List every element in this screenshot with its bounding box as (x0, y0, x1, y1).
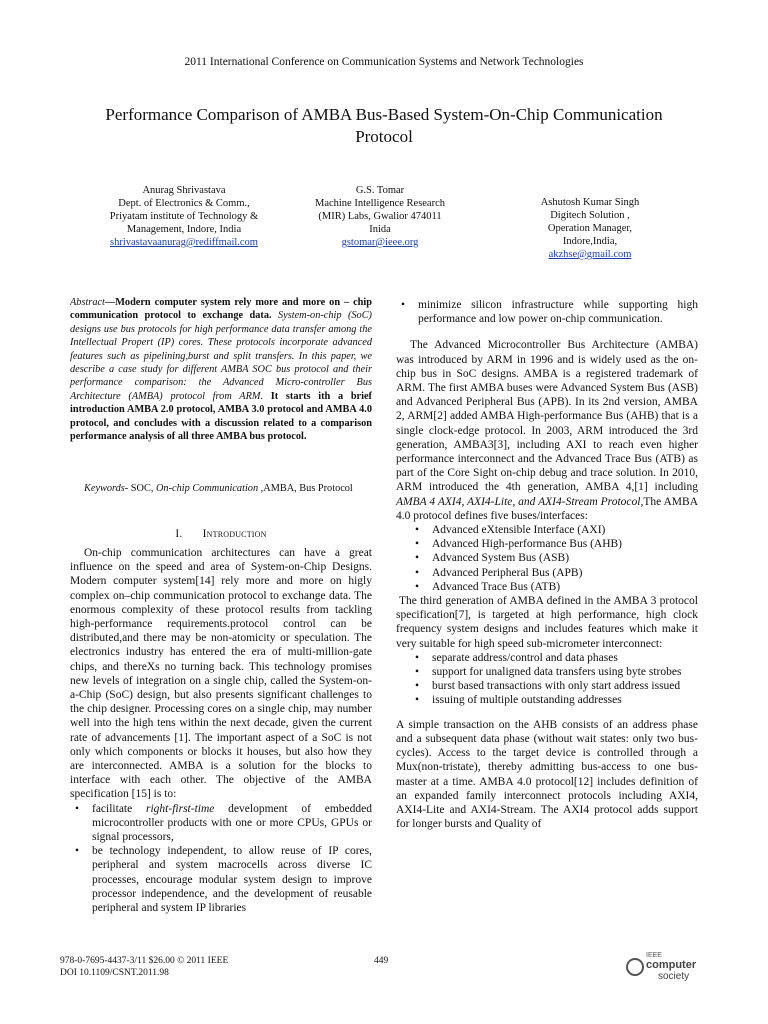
globe-icon (626, 958, 644, 976)
author-2-affil: Inida (369, 224, 391, 235)
author-3-affil: Indore,India, (562, 236, 618, 247)
author-2-affil: (MIR) Labs, Gwalior 474011 (318, 211, 442, 222)
author-3-email[interactable]: akzhse@gmail.com (548, 249, 632, 260)
abstract-label: Abstract (70, 297, 105, 308)
footer-doi: DOI 10.1109/CSNT.2011.98 (60, 968, 169, 978)
section-title: Introduction (202, 528, 267, 540)
list-item: • Advanced High-performance Bus (AHB) (410, 537, 698, 551)
list-item: • support for unaligned data transfers using byte strobes (410, 665, 698, 679)
abstract-dash: — (104, 297, 116, 308)
footer-left (60, 955, 228, 979)
keywords-rest: ,AMBA, Bus Protocol (258, 483, 353, 494)
author-1-affil: Priyatam institute of Technology & (109, 211, 259, 222)
author-2-affil: Machine Intelligence Research (314, 198, 446, 209)
list-item: • Advanced Peripheral Bus (APB) (410, 566, 698, 580)
author-3 (500, 196, 680, 261)
page-number: 449 (374, 956, 389, 966)
ahb-paragraph: A simple transaction on the AHB consists of an address phase and a subsequent data phase (without wait states: only two bus-cycles). Access to the target device is controlled through a Mux(non-tristate), thereby admitting bus-access to one bus-master at a time. AMBA 4.0 protocol[12] includes definition of an expanded family interconnect protocols including AXI4, AXI4-Lite and AXI4-Stream. The AXI4 protocol adds support for longer bursts and Quality of (396, 718, 698, 831)
conference-header: 2011 International Conference on Communication Systems and Network Technologies (184, 56, 584, 68)
list-item: • minimize silicon infrastructure while supporting high performance and low power on-chip communication. (396, 298, 698, 326)
amba-paragraph: The Advanced Microcontroller Bus Architecture (AMBA) was introduced by ARM in 1996 and is widely used as the on-chip bus in SoC designs. AMBA is a registered trademark of ARM. The first AMBA buses were Advanced System Bus (ASB) and Advanced Peripheral Bus (APB). In its 2nd version, AMBA 2, ARM[2] added AMBA High-performance Bus (AHB) that is a single clock-edge protocol. In 2003, ARM introduced the 3rd generation, AMBA3[3], including AXI to reach even higher performance interconnect and the Advanced Trace Bus (ATB) as part of the Core Sight on-chip debug and trace solution. In 2010, ARM introduced the 4th generation, AMBA 4,[1] including AMBA 4 AXI4, AXI4-Lite, and AXI4-Stream Protocol,The AMBA 4.0 protocol defines five buses/interfaces: (396, 339, 699, 522)
author-3-affil: Operation Manager, (547, 223, 633, 234)
keywords-label: Keywords- (84, 483, 129, 494)
author-1-email[interactable]: shrivastavaanurag@rediffmail.com (110, 237, 258, 248)
paper-title (60, 104, 708, 148)
list-item: • Advanced Trace Bus (ATB) (410, 580, 698, 594)
author-1-affil: Management, Indore, India (126, 224, 242, 235)
intro-paragraph: On-chip communication architectures can have a great influence on the speed and area of System-on-Chip Designs. Modern computer system[14] rely more and more on higly complex on–chip communication protocol to exchange data. The enormous complexity of these protocol results from tackling high-performance requirements.protocol control can be distributed,and there may be non-atomicity or speculation. The electronics industry has entered the era of multi-million-gate chips, and thereXs no turning back. This technology promises new levels of integration on a single chip, called the System-on-a-Chip (SoC) design, but also presents significant challenges to the chip designer. Processing cores on a single chip, may number well into the high tens within the next decade, given the current rate of advancements [1]. The important aspect of a SoC is not only which components or blocks it houses, but also how they are interconnected. AMBA is a solution for the blocks to interface with each other. The objective of the AMBA specification [15] is to: (70, 547, 372, 801)
section-heading (70, 528, 372, 540)
keywords-text: SOC, (128, 483, 156, 494)
title-line-2: Protocol (355, 127, 413, 146)
keywords (70, 482, 372, 495)
author-1-name: Anurag Shrivastava (142, 185, 226, 196)
list-item: • facilitate right-first-time development of embedded microcontroller products with one or more CPUs, GPUs or signal processors, (70, 802, 372, 845)
footer-isbn: 978-0-7695-4437-3/11 $26.00 © 2011 IEEE (60, 956, 229, 966)
objective-list-cont (396, 298, 698, 326)
title-line-1: Performance Comparison of AMBA Bus-Based System-On-Chip Communication (105, 105, 663, 124)
list-item: • separate address/control and data phases (410, 651, 698, 665)
abstract-bold-1: Modern computer system rely more and more on – chip communication protocol to exchange data. (70, 297, 372, 322)
author-2-email[interactable]: gstomar@ieee.org (341, 237, 419, 248)
bus-list (396, 523, 698, 594)
logo-text-top: IEEE (646, 952, 662, 959)
author-3-name: Ashutosh Kumar Singh (540, 197, 640, 208)
author-1 (84, 184, 284, 249)
list-item: • Advanced eXtensible Interface (AXI) (410, 523, 698, 537)
third-gen-paragraph: The third generation of AMBA defined in the AMBA 3 protocol specification[7], is targeted at high performance, high clock frequency system designs and includes features which make it very suitable for high speed sub-micrometer interconnect: (396, 595, 698, 650)
keywords-italic: On-chip Communication (156, 483, 259, 494)
abstract (70, 296, 372, 443)
author-3-affil: Digitech Solution , (550, 210, 630, 221)
author-2 (290, 184, 470, 249)
section-number: I. (175, 528, 183, 540)
list-item: • Advanced System Bus (ASB) (410, 551, 698, 565)
ieee-computer-society-logo (626, 950, 704, 984)
right-column-body (396, 298, 698, 831)
list-item: • burst based transactions with only start address issued (410, 679, 698, 693)
left-column-body (70, 546, 372, 915)
list-item: • issuing of multiple outstanding addresses (410, 693, 698, 707)
abstract-bold-2: It starts ith a brief introduction AMBA 2.0 protocol, AMBA 3.0 protocol and AMBA 4.0 protocol, and concludes with a discussion related to a comparison performance analysis of all three AMBA bus protocol. (70, 390, 372, 443)
logo-text-bot: society (658, 971, 690, 982)
author-2-name: G.S. Tomar (355, 185, 405, 196)
author-1-affil: Dept. of Electronics & Comm., (118, 198, 250, 209)
list-item: • be technology independent, to allow reuse of IP cores, peripheral and system macrocells across diverse IC processes, encourage modular system design to improve processor independence, and the development of reusable peripheral and system IP libraries (70, 844, 372, 915)
logo-text-mid: computer (646, 959, 697, 971)
feature-list (396, 651, 698, 708)
objective-list (70, 802, 372, 916)
abstract-italic: System-on-chip (SoC) designs use bus protocols for high performance data transfer among the Intellectual Propert (IP) cores. These protocols incorporate advanced features such as pipelining,burst and split transfers. In this paper, we describe a case study for different AMBA SOC bus protocol and their performance comparison: the Advanced Micro-controller Bus Architecture (AMBA) protocol from ARM. (70, 310, 372, 402)
